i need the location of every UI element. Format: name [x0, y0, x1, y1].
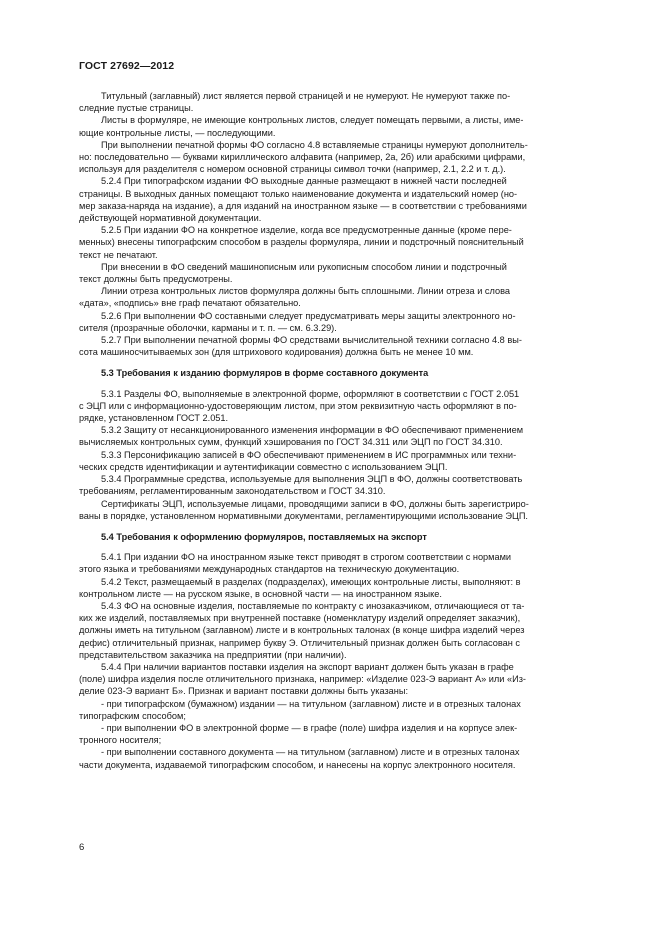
section-heading: 5.4 Требования к оформлению формуляров, поставляемых на экспорт	[101, 531, 427, 542]
text-line: - при типографском (бумажном) издании — на титульном (заглавном) листе и в отрезных талонах	[101, 698, 521, 709]
paragraph	[79, 600, 579, 661]
text-line: 5.3.2 Защиту от несанкционированного изменения информации в ФО обеспечивают применением	[101, 425, 524, 436]
text-line: мер заказа-наряда на издание), а для изданий на иностранном языке — в соответствии с требованиями	[79, 200, 527, 211]
text-line: части документа, издаваемой типографским способом, и нанесены на корпус электронного носителя.	[79, 759, 516, 770]
text-line: сота машиносчитываемых зон (для штрихового кодирования) должна быть не менее 10 мм.	[79, 347, 474, 358]
text-line: ваны в порядке, установленном нормативными документами, регламентирующими использование ЭЦП.	[79, 510, 528, 521]
text-line: типографским способом;	[79, 710, 186, 721]
text-line: контрольном листе — на русском языке, в основной части — на иностранном языке.	[79, 588, 442, 599]
text-line: тронного носителя;	[79, 735, 162, 746]
paragraph	[79, 388, 579, 425]
text-line: страницы. В выходных данных помещают только наименование документа и издательский номер (но-	[79, 188, 518, 199]
text-line: требованиям, регламентированным законодательством и ГОСТ 34.310.	[79, 486, 386, 497]
text-line: 5.2.5 При издании ФО на конкретное изделие, когда все предусмотренные данные (кроме пере-	[101, 225, 512, 236]
text-line: но: последовательно — буквами кириллического алфавита (например, 2а, 2б) или арабскими цифрами,	[79, 152, 526, 163]
text-line: Сертификаты ЭЦП, используемые лицами, проводящими записи в ФО, должны быть зарегистриро-	[101, 498, 529, 509]
text-line: При выполнении печатной формы ФО согласно 4.8 вставляемые страницы нумеруют дополнитель-	[101, 139, 528, 150]
text-line: этого языка и требованиями международных стандартов на техническую документацию.	[79, 564, 460, 575]
text-line: 5.2.6 При выполнении ФО составными следует предусматривать меры защиты электронного но-	[101, 310, 516, 321]
text-line: дефис) отличительный признак, например букву Э. Отличительный признак должен быть согласован с	[79, 637, 520, 648]
paragraph	[79, 449, 579, 473]
text-line: 5.3.4 Программные средства, используемые для выполнения ЭЦП в ФО, должны соответствовать	[101, 474, 523, 485]
text-line: Листы в формуляре, не имеющие контрольных листов, следует помещать первыми, а листы, име-	[101, 115, 524, 126]
text-line: действующей нормативной документации.	[79, 213, 262, 224]
text-line: 5.4.3 ФО на основные изделия, поставляемые по контракту с инозаказчиком, отличающиеся от та-	[101, 600, 525, 611]
text-line: 5.4.2 Текст, размещаемый в разделах (подразделах), имеющих контрольные листы, выполняют: в	[101, 576, 521, 587]
text-line: - при выполнении составного документа — на титульном (заглавном) листе и в отрезных талонах	[101, 747, 520, 758]
paragraph	[79, 310, 579, 334]
text-line: (поле) шифра изделия после отличительного признака, например: «Изделие 023-Э вариант А» или «Из-	[79, 674, 526, 685]
paragraph	[79, 285, 579, 309]
paragraph	[79, 139, 579, 176]
text-line: ющие контрольные листы, — последующими.	[79, 127, 276, 138]
paragraph	[79, 90, 579, 114]
text-line: должны иметь на титульном (заглавном) листе и в контрольных талонах (в конце шифра изделий через	[79, 625, 525, 636]
paragraph	[79, 661, 579, 698]
text-line: делие 023-Э вариант Б». Признак и вариант поставки должны быть указаны:	[79, 686, 409, 697]
text-line: - при выполнении ФО в электронной форме — в графе (поле) шифра изделия и на корпусе элек-	[101, 722, 518, 733]
text-line: Титульный (заглавный) лист является первой страницей и не нумеруют. Не нумеруют также по-	[101, 91, 511, 101]
text-line: 5.3.1 Разделы ФО, выполняемые в электронной форме, оформляют в соответствии с ГОСТ 2.051	[101, 388, 520, 399]
text-line: представительством заказчика на предприятии (при наличии).	[79, 649, 347, 660]
text-line: 5.2.7 При выполнении печатной формы ФО средствами вычислительной техники согласно 4.8 вы-	[101, 335, 522, 346]
paragraph	[79, 114, 579, 138]
paragraph	[79, 698, 579, 722]
text-line: Линии отреза контрольных листов формуляра должны быть сплошными. Линии отреза и слова	[101, 286, 510, 297]
paragraph	[79, 261, 579, 285]
page-header: ГОСТ 27692—2012	[79, 60, 175, 72]
text-line: сителя (прозрачные оболочки, карманы и т. п. — см. 6.3.29).	[79, 322, 337, 333]
paragraph	[79, 746, 579, 770]
paragraph	[79, 224, 579, 261]
paragraph	[79, 473, 579, 497]
paragraph	[79, 551, 579, 575]
paragraph	[79, 424, 579, 448]
page-number: 6	[79, 842, 85, 853]
paragraph	[79, 334, 579, 358]
section-heading: 5.3 Требования к изданию формуляров в форме составного документа	[101, 368, 429, 379]
text-line: 5.3.3 Персонификацию записей в ФО обеспечивают применением в ИС программных или техни-	[101, 449, 517, 460]
text-line: ких же изделий, поставляемых при внутренней поставке (номенклатуру изделий определяет заказчик),	[79, 613, 521, 624]
text-line: 5.4.1 При издании ФО на иностранном языке текст приводят в строгом соответствии с нормами	[101, 552, 512, 563]
page-content	[79, 90, 579, 771]
text-line: 5.2.4 При типографском издании ФО выходные данные размещают в нижней части последней	[101, 176, 507, 187]
text-line: вычисляемых контрольных сумм, функций хэширования по ГОСТ 34.311 или ЭЦП по ГОСТ 34.310.	[79, 437, 503, 448]
paragraph	[79, 722, 579, 746]
text-line: с ЭЦП или с информационно-удостоверяющим листом, при этом реквизитную часть оформляют в по-	[79, 400, 517, 411]
text-line: рядке, установленном ГОСТ 2.051.	[79, 413, 229, 424]
text-line: текст должны быть предусмотрены.	[79, 274, 233, 285]
paragraph	[79, 576, 579, 600]
text-line: 5.4.4 При наличии вариантов поставки изделия на экспорт вариант должен быть указан в графе	[101, 661, 514, 672]
text-line: следние пустые страницы.	[79, 103, 194, 114]
text-line: менных) внесены типографским способом в разделы формуляра, линии и подстрочный пояснительный	[79, 237, 524, 248]
text-line: используя для разделителя с номером основной страницы символ точки (например, 2.1, 2.2 и т. д.).	[79, 164, 506, 175]
text-line: При внесении в ФО сведений машинописным или рукописным способом линии и подстрочный	[101, 261, 507, 272]
text-line: «дата», «подпись» вне граф печатают обязательно.	[79, 298, 301, 309]
paragraph	[79, 175, 579, 224]
text-line: ческих средств идентификации и аутентификации совместно с использованием ЭЦП.	[79, 461, 448, 472]
text-line: текст не печатают.	[79, 249, 158, 260]
paragraph	[79, 498, 579, 522]
